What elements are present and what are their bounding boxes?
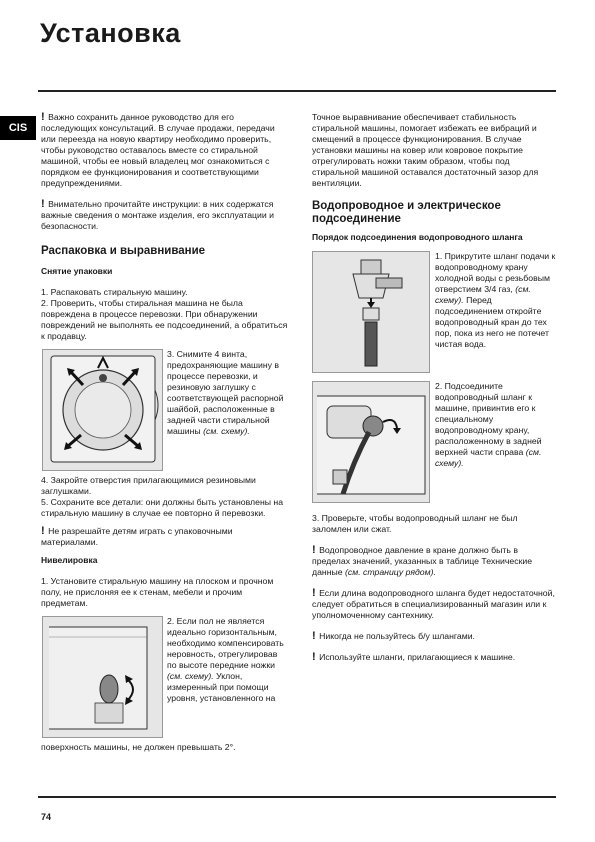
exclamation-icon: ! <box>312 587 316 599</box>
figure-row-tap <box>312 251 556 377</box>
title-divider <box>38 90 556 92</box>
warning-read-instructions: ! Внимательно прочитайте инструкции: в них содержатся важные сведения о монтаже изделия, его эксплуатации и безопасности. <box>41 198 274 231</box>
unpack-step-3: 3. Снимите 4 винта, предохраняющие машину в процессе перевозки, и резиновую заглушку с соответствующей распорной шайбой, расположенные в задней части стиральной машины (см. схему). <box>167 349 284 436</box>
footer-divider <box>38 796 556 798</box>
subheading-remove-packaging: Снятие упаковки <box>41 266 113 276</box>
unpack-step-1: 1. Распаковать стиральную машину. <box>41 287 188 297</box>
hose-step-1: 1. Прикрутите шланг подачи к водопроводному крану холодной воды с резьбовым отверстием 3/4 газ, (см. схему). Перед подсоединением откройте водопроводный кран до тех пор, пока из него не потечет чистая вода. <box>435 251 556 349</box>
page-title: Установка <box>40 18 181 48</box>
warning-children: ! Не разрешайте детям играть с упаковочными материалами. <box>41 525 233 547</box>
exclamation-icon: ! <box>312 544 316 556</box>
level-step-2-end: поверхность машины, не должен превышать 2°. <box>41 742 236 752</box>
exclamation-icon: ! <box>41 198 45 210</box>
warning-hose-length: ! Если длина водопроводного шланга будет недостаточной, следует обратиться в специализированный магазин или к уполномоченному сантехнику. <box>312 587 555 620</box>
figure-adjust-feet <box>42 616 163 738</box>
leveling-stability-text: Точное выравнивание обеспечивает стабильность стиральной машины, помогает избежать ее вибраций и смещений в процессе функционирования. В случае установки машины на ковер или ковровое покрытие отрегулировать ножки таким образом, чтобы под стиральной машиной оставался достаточный зазор для вентиляции. <box>312 112 539 188</box>
exclamation-icon: ! <box>312 651 316 663</box>
exclamation-icon: ! <box>41 525 45 537</box>
language-tab: CIS <box>0 116 36 140</box>
figure-transport-screws <box>42 349 163 471</box>
exclamation-icon: ! <box>41 111 45 123</box>
warning-pressure: ! Водопроводное давление в кране должно быть в пределах значений, указанных в таблице Технические данные (см. страницу рядом). <box>312 544 533 577</box>
page-number: 74 <box>41 812 52 822</box>
figure-tap-connection <box>312 251 430 373</box>
figure-row-feet <box>41 616 291 742</box>
subheading-leveling: Нивелировка <box>41 555 98 565</box>
exclamation-icon: ! <box>312 630 316 642</box>
hose-step-2: 2. Подсоедините водопроводный шланг к машине, привинтив его к специальному водопроводному крану, расположенному в задней верхней части справа (см. схему). <box>435 381 542 468</box>
level-step-2: 2. Если пол не является идеально горизонтальным, необходимо компенсировать неровность, отрегулировав по высоте передние ножки (см. схему). Уклон, измеренный при помощи уровня, установленного на <box>167 616 284 703</box>
figure-row-screws <box>41 349 291 475</box>
section-heading-unpacking: Распаковка и выравнивание <box>41 245 206 257</box>
warning-keep-manual: ! Важно сохранить данное руководство для его последующих консультаций. В случае продажи, передачи или переезда на новую квартиру необходимо проверить, чтобы руководство оставалось вместе со стиральной машиной, чтобы ее новый владелец мог ознакомиться с порядком ее функционирования и соответствующими предупреждениями. <box>41 111 275 188</box>
warning-supplied-hoses: ! Используйте шланги, прилагающиеся к машине. <box>312 651 516 663</box>
unpack-step-4: 4. Закройте отверстия прилагающимися резиновыми заглушками. <box>41 475 256 496</box>
unpack-step-5: 5. Сохраните все детали: они должны быть установлены на стиральную машину в случае ее повторно й перевозки. <box>41 497 284 518</box>
left-column <box>41 112 291 753</box>
hose-step-3: 3. Проверьте, чтобы водопроводный шланг не был заломлен или сжат. <box>312 513 518 534</box>
level-step-1: 1. Установите стиральную машину на плоском и прочном полу, не прислоняя ее к стенам, мебели и прочим предметам. <box>41 576 274 608</box>
section-heading-water: Водопроводное и электрическое подсоединение <box>312 200 501 225</box>
figure-row-machine <box>312 381 556 507</box>
right-column <box>312 112 556 663</box>
figure-machine-hose <box>312 381 430 503</box>
warning-used-hoses: ! Никогда не пользуйтесь б/у шлангами. <box>312 630 475 642</box>
subheading-hose: Порядок подсоединения водопроводного шланга <box>312 232 523 242</box>
unpack-step-2: 2. Проверить, чтобы стиральная машина не была повреждена в процессе перевозки. При обнаружении повреждений не выполнять ее подсоединений, а обратиться к продавцу. <box>41 298 288 341</box>
